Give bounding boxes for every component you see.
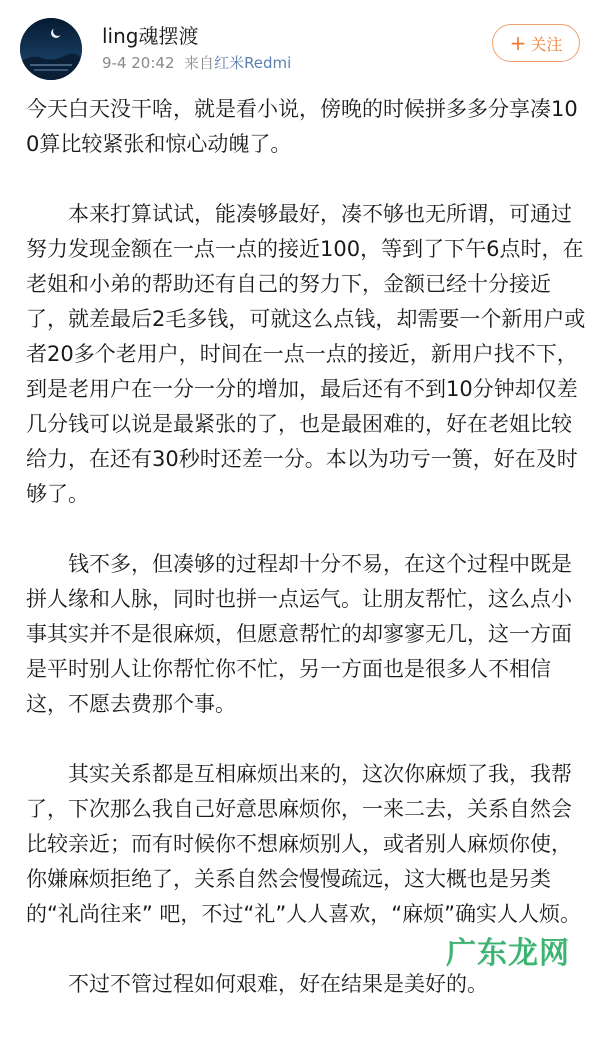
timestamp: 9-4 20:42: [102, 54, 175, 72]
post-paragraph: 本来打算试试，能凑够最好，凑不够也无所谓，可通过努力发现金额在一点一点的接近100，等到了下午6点时，在老姐和小弟的帮助还有自己的努力下，金额已经十分接近了，就差最后2毛多钱，可就这么点钱，却需要一个新用户或者20多个老用户，时间在一点一点的接近，新用户找不下，到是老用户在一分一分的增加，最后还有不到10分钟却仅差几分钱可以说是最紧张的了，也是最困难的，好在老姐比较给力，在还有30秒时还差一分。本以为功亏一篑，好在及时够了。: [26, 202, 586, 506]
avatar[interactable]: [20, 18, 82, 80]
plus-icon: +: [509, 31, 527, 55]
post-paragraph: 今天白天没干啥，就是看小说，傍晚的时候拼多多分享凑100算比较紧张和惊心动魄了。: [26, 97, 578, 156]
device-link[interactable]: 红米Redmi: [214, 54, 292, 72]
post-header: [0, 0, 600, 90]
post-meta: [102, 52, 291, 73]
follow-label: 关注: [530, 34, 563, 54]
avatar-image: [20, 18, 82, 80]
watermark-logo: 广东龙网: [446, 936, 570, 971]
post-paragraph: 不过不管过程如何艰难，好在结果是美好的。: [68, 972, 488, 996]
post-paragraph: 其实关系都是互相麻烦出来的，这次你麻烦了我，我帮了，下次那么我自己好意思麻烦你，一来二去，关系自然会比较亲近；而有时候你不想麻烦别人，或者别人麻烦你使，你嫌麻烦拒绝了，关系自然会慢慢疏远，这大概也是另类的“礼尚往来” 吧，不过“礼”人人喜欢，“麻烦”确实人人烦。: [26, 762, 581, 926]
source-prefix: 来自: [184, 54, 215, 72]
follow-button[interactable]: [492, 24, 580, 62]
post-body: [26, 92, 586, 1037]
username[interactable]: ling魂摆渡: [102, 24, 199, 48]
post-paragraph: 钱不多，但凑够的过程却十分不易，在这个过程中既是拼人缘和人脉，同时也拼一点运气。让朋友帮忙，这么点小事其实并不是很麻烦，但愿意帮忙的却寥寥无几，这一方面是平时别人让你帮忙你不忙，另一方面也是很多人不相信这，不愿去费那个事。: [26, 552, 572, 716]
